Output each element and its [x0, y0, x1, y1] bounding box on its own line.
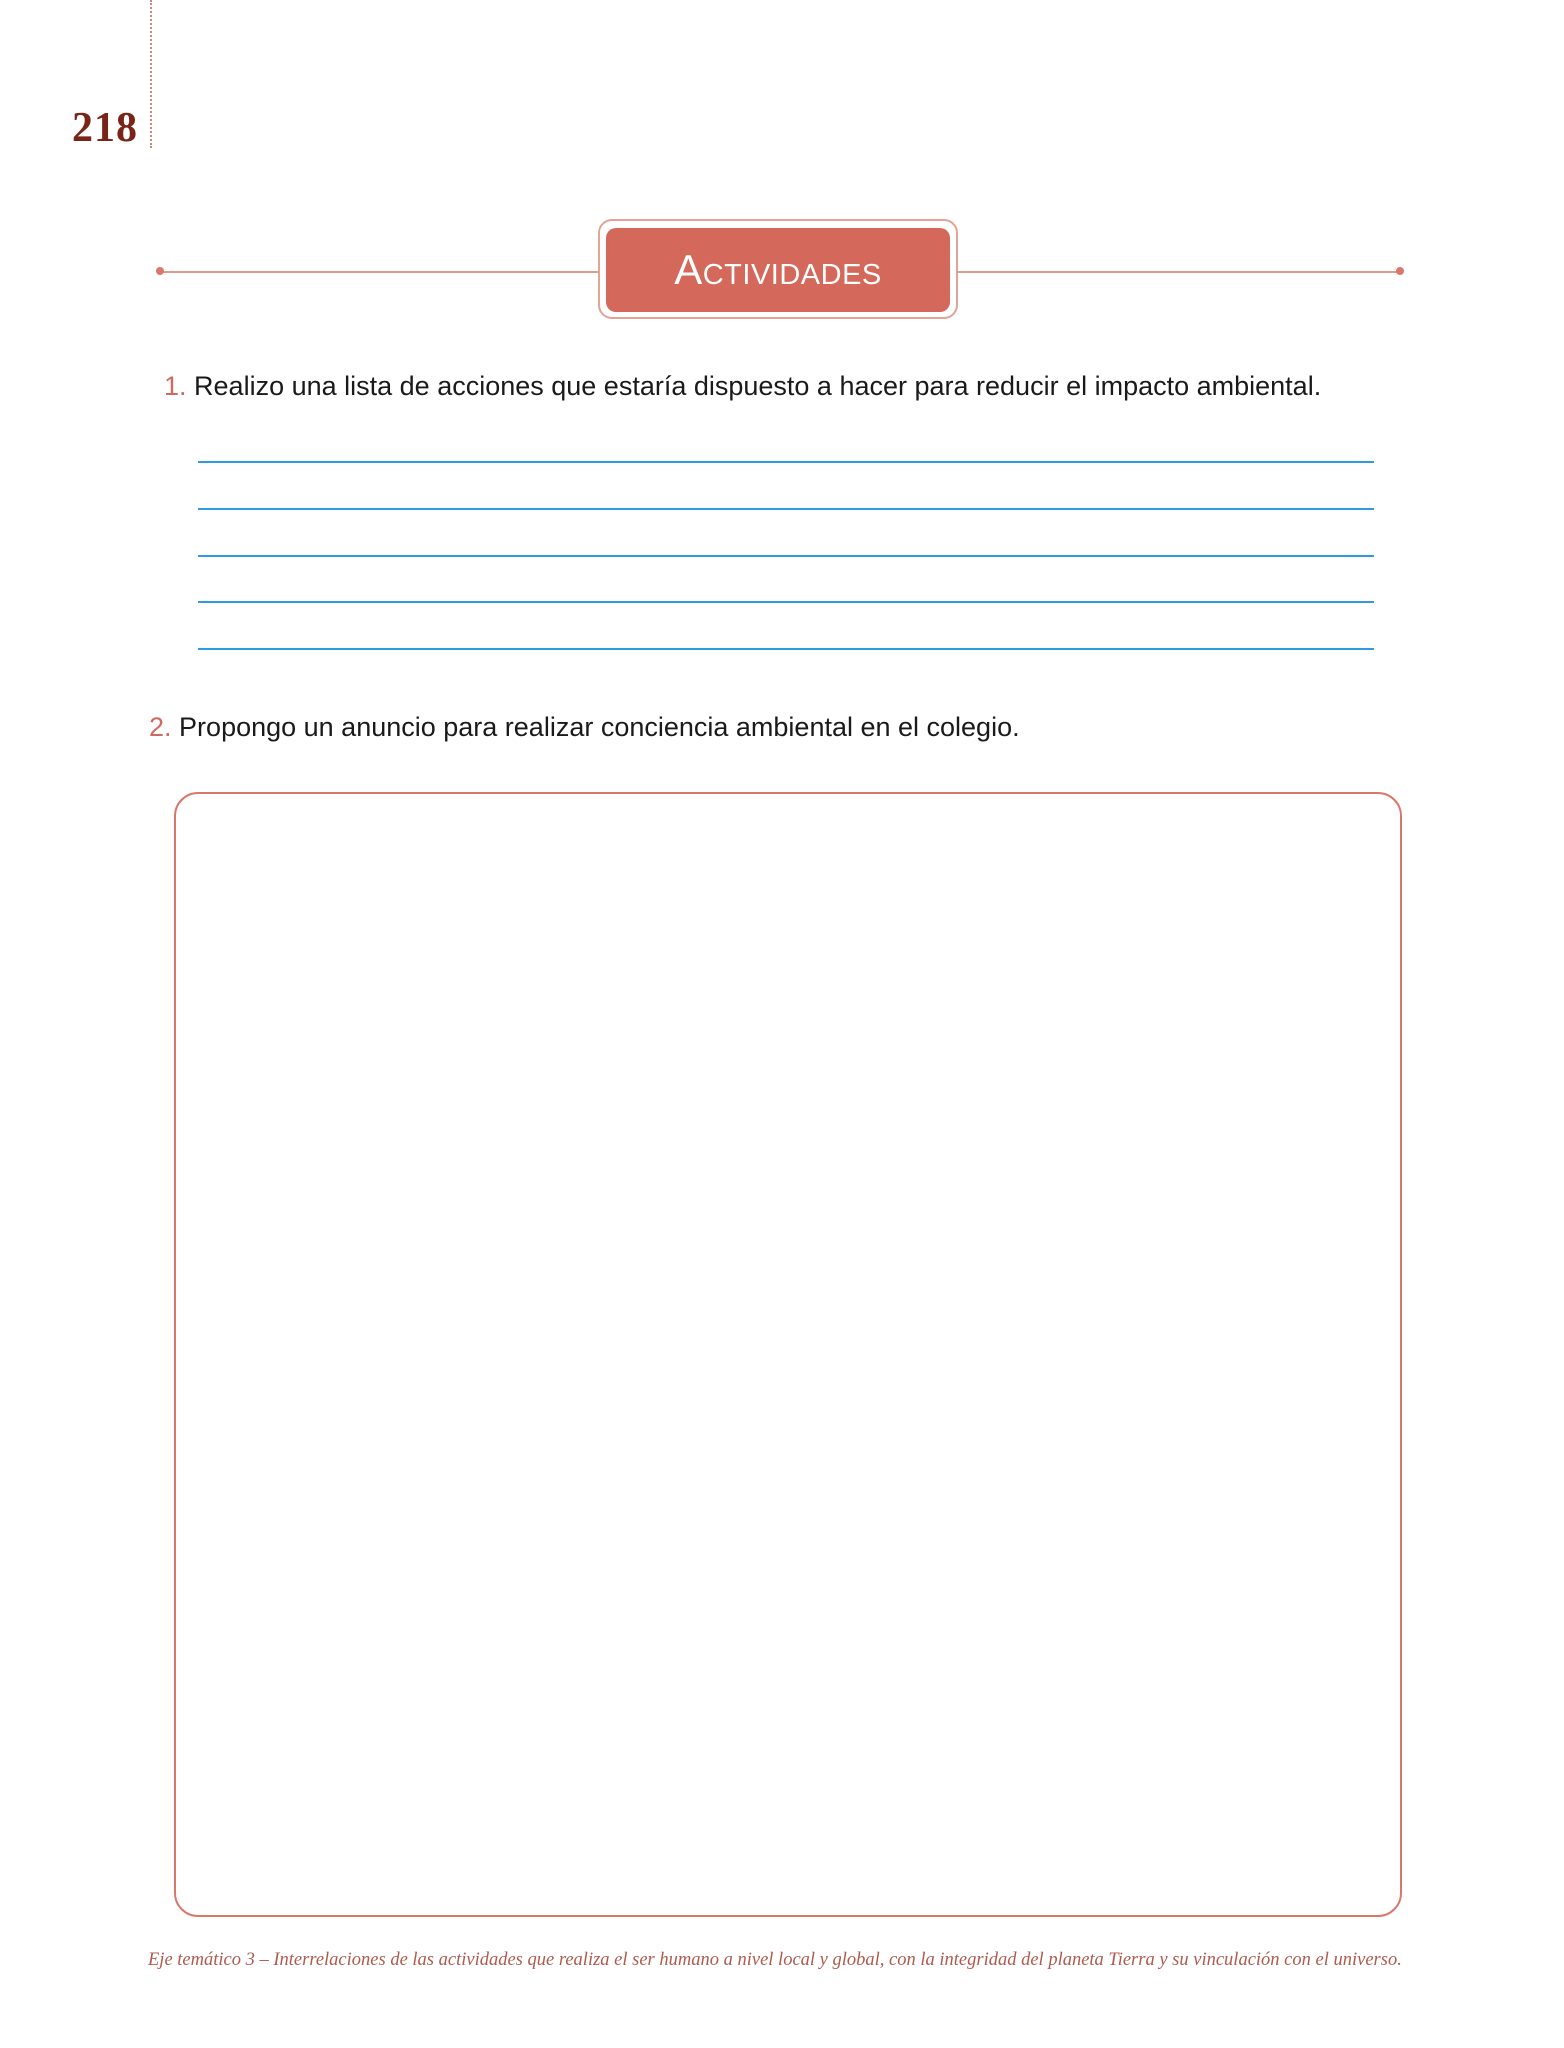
- question-2-number: 2.: [149, 712, 172, 742]
- question-1-number: 1.: [164, 371, 187, 401]
- header-divider-right: [958, 271, 1398, 273]
- answer-line-4[interactable]: [198, 601, 1374, 603]
- page-number: 218: [72, 105, 138, 151]
- answer-line-2[interactable]: [198, 508, 1374, 510]
- announcement-drawing-area[interactable]: [174, 792, 1402, 1917]
- header-divider-right-dot: [1396, 267, 1404, 275]
- question-2-text: Propongo un anuncio para realizar conciencia ambiental en el colegio.: [179, 712, 1020, 742]
- answer-line-1[interactable]: [198, 461, 1374, 463]
- footer-caption: Eje temático 3 – Interrelaciones de las actividades que realiza el ser humano a nivel local y global, con la integridad del planeta Tierra y su vinculación con el universo.: [148, 1950, 1402, 1970]
- header-divider-left: [160, 271, 600, 273]
- answer-line-3[interactable]: [198, 555, 1374, 557]
- header-divider-left-dot: [156, 267, 164, 275]
- question-1-text: Realizo una lista de acciones que estaría dispuesto a hacer para reducir el impacto ambiental.: [194, 371, 1322, 401]
- margin-rule: [150, 0, 152, 148]
- answer-line-5[interactable]: [198, 648, 1374, 650]
- question-2: [149, 712, 1020, 743]
- section-title: Actividades: [606, 228, 950, 312]
- question-1: [164, 371, 1321, 402]
